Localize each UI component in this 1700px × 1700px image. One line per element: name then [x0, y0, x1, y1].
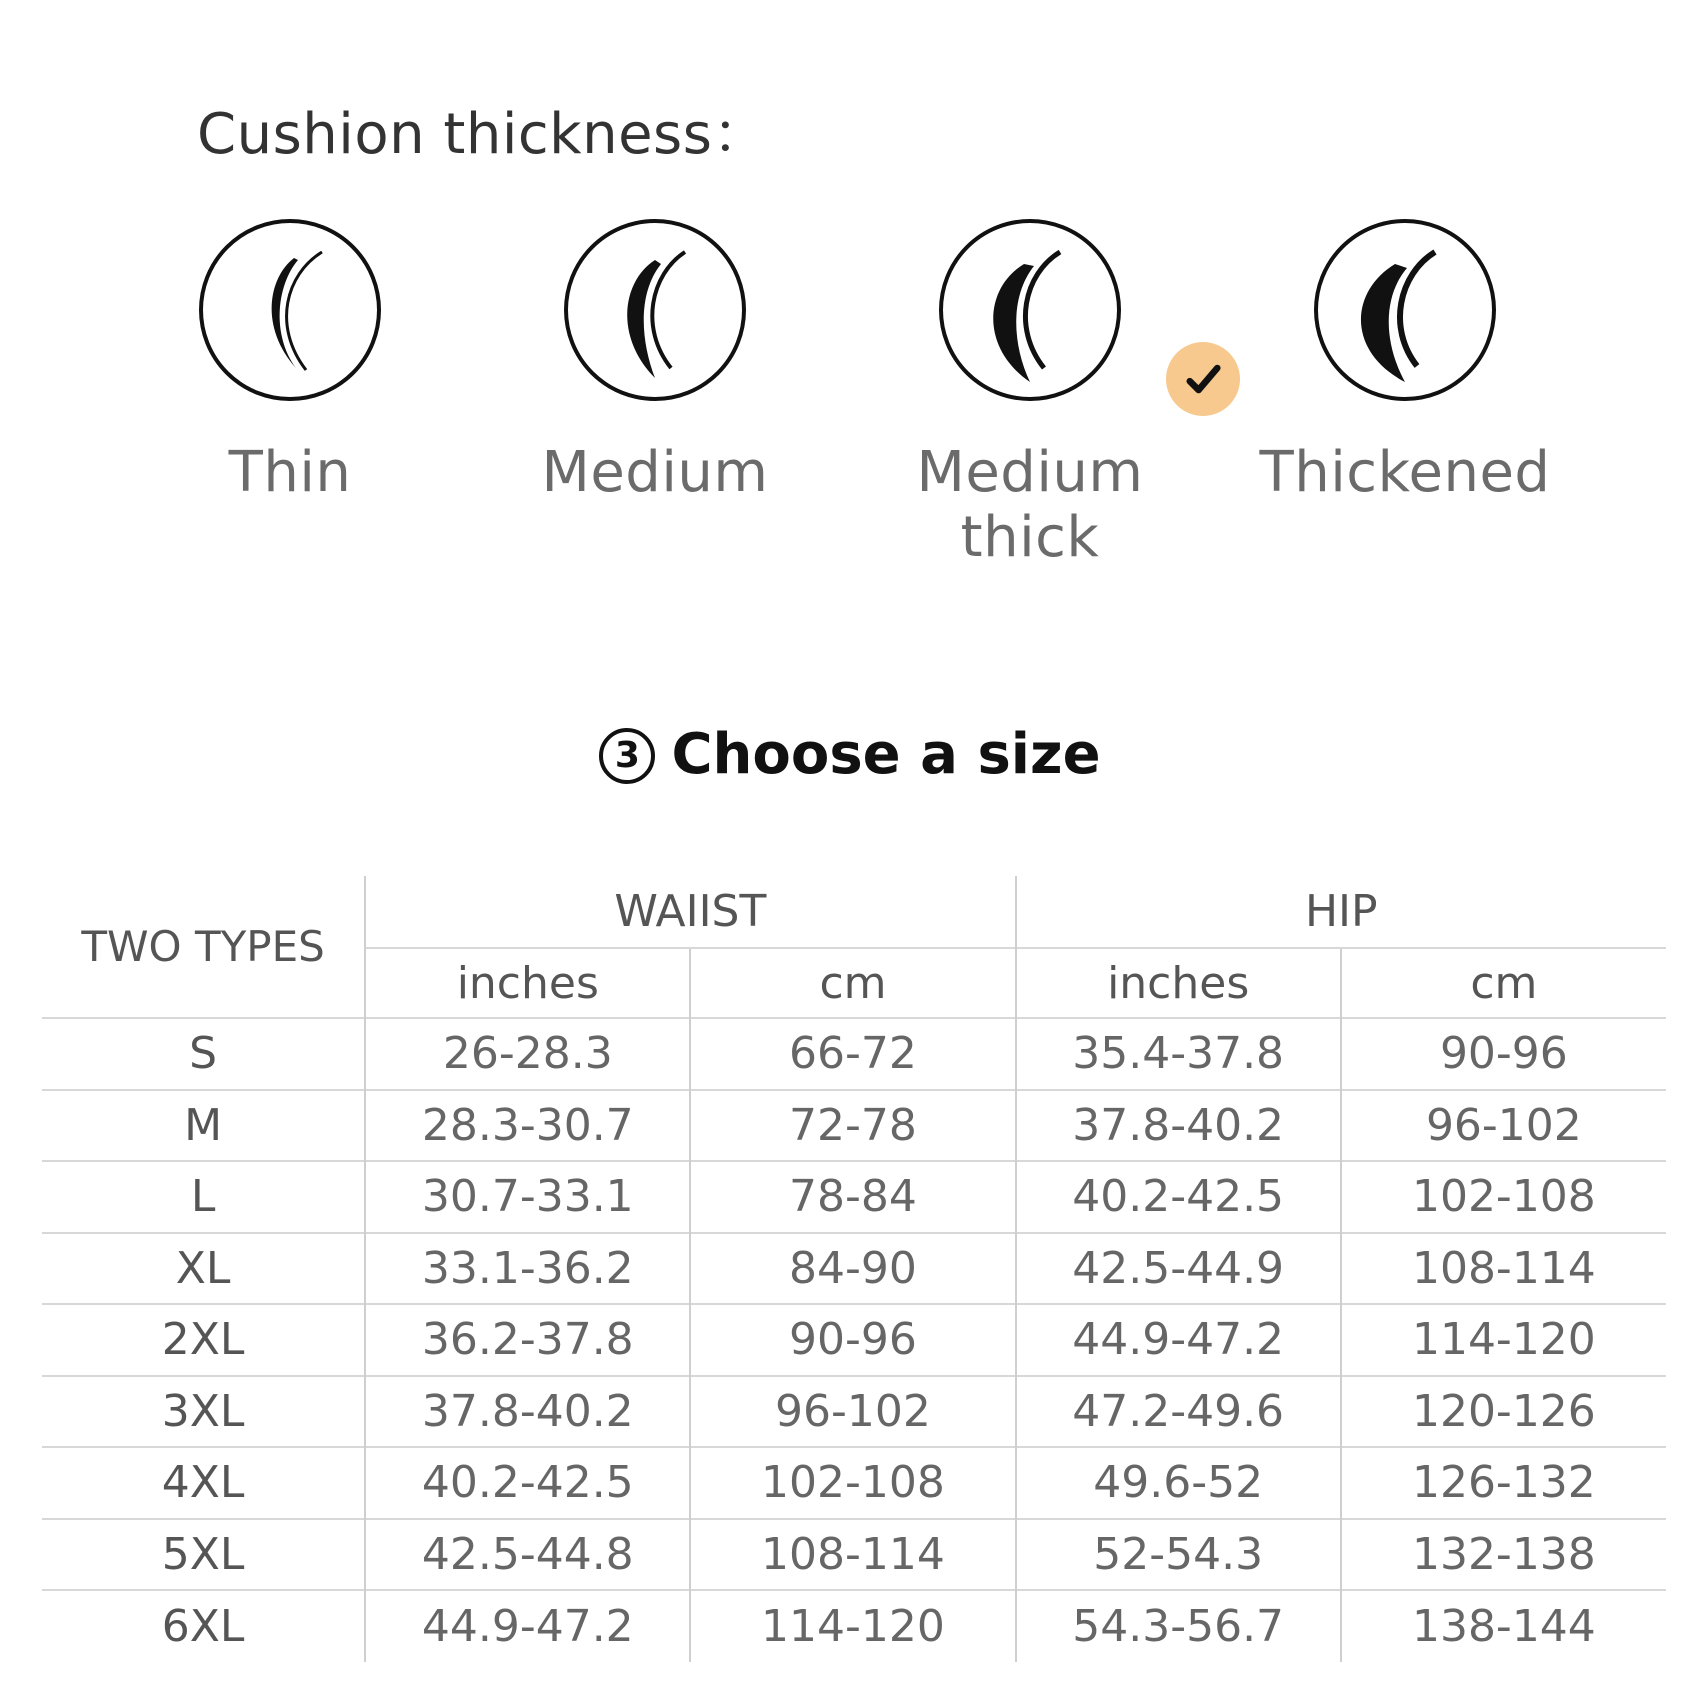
table-row — [42, 1376, 1666, 1448]
table-row — [42, 1590, 1666, 1662]
size-cell: 4XL — [42, 1447, 365, 1519]
waist-cm-header: cm — [690, 948, 1015, 1018]
table-row — [42, 1519, 1666, 1591]
waist-inches-cell: 28.3-30.7 — [365, 1090, 690, 1162]
table-row — [42, 1090, 1666, 1162]
size-cell: XL — [42, 1233, 365, 1305]
option-thickened[interactable] — [1235, 218, 1575, 518]
waist-inches-cell: 36.2-37.8 — [365, 1304, 690, 1376]
waist-inches-cell: 44.9-47.2 — [365, 1590, 690, 1662]
hip-cm-cell: 96-102 — [1341, 1090, 1666, 1162]
hip-cm-cell: 102-108 — [1341, 1161, 1666, 1233]
waist-inches-cell: 40.2-42.5 — [365, 1447, 690, 1519]
waist-inches-header: inches — [365, 948, 690, 1018]
table-row — [42, 1018, 1666, 1090]
hip-cm-cell: 108-114 — [1341, 1233, 1666, 1305]
hip-inches-cell: 47.2-49.6 — [1016, 1376, 1341, 1448]
table-row — [42, 1304, 1666, 1376]
thin-cushion-icon — [198, 218, 382, 402]
choose-size-title: Choose a size — [671, 722, 1101, 787]
option-label: Thin — [228, 440, 352, 505]
hip-cm-cell: 132-138 — [1341, 1519, 1666, 1591]
hip-inches-cell: 44.9-47.2 — [1016, 1304, 1341, 1376]
hip-cm-header: cm — [1341, 948, 1666, 1018]
waist-inches-cell: 37.8-40.2 — [365, 1376, 690, 1448]
waist-inches-cell: 33.1-36.2 — [365, 1233, 690, 1305]
cushion-options — [0, 0, 1700, 570]
step-number-badge: 3 — [599, 728, 655, 784]
hip-inches-cell: 54.3-56.7 — [1016, 1590, 1341, 1662]
waist-cm-cell: 78-84 — [690, 1161, 1015, 1233]
cushion-thickness-title: Cushion thickness： — [197, 102, 769, 167]
waist-cm-cell: 96-102 — [690, 1376, 1015, 1448]
hip-cm-cell: 126-132 — [1341, 1447, 1666, 1519]
waist-header: WAIIST — [365, 876, 1015, 948]
hip-inches-header: inches — [1016, 948, 1341, 1018]
waist-cm-cell: 114-120 — [690, 1590, 1015, 1662]
waist-inches-cell: 26-28.3 — [365, 1018, 690, 1090]
waist-cm-cell: 102-108 — [690, 1447, 1015, 1519]
hip-inches-cell: 40.2-42.5 — [1016, 1161, 1341, 1233]
size-chart-table — [42, 876, 1666, 1662]
option-label: Medium thick — [916, 440, 1144, 570]
size-cell: L — [42, 1161, 365, 1233]
choose-size-heading — [0, 722, 1700, 787]
table-row — [42, 1447, 1666, 1519]
table-row — [42, 1233, 1666, 1305]
waist-cm-cell: 108-114 — [690, 1519, 1015, 1591]
size-cell: 3XL — [42, 1376, 365, 1448]
hip-header: HIP — [1016, 876, 1666, 948]
hip-cm-cell: 120-126 — [1341, 1376, 1666, 1448]
hip-inches-cell: 42.5-44.9 — [1016, 1233, 1341, 1305]
medium-thick-cushion-icon — [938, 218, 1122, 402]
size-cell: M — [42, 1090, 365, 1162]
waist-inches-cell: 42.5-44.8 — [365, 1519, 690, 1591]
hip-inches-cell: 52-54.3 — [1016, 1519, 1341, 1591]
hip-cm-cell: 90-96 — [1341, 1018, 1666, 1090]
waist-cm-cell: 90-96 — [690, 1304, 1015, 1376]
option-thin[interactable] — [120, 218, 460, 518]
size-cell: S — [42, 1018, 365, 1090]
medium-cushion-icon — [563, 218, 747, 402]
size-cell: 2XL — [42, 1304, 365, 1376]
option-medium[interactable] — [485, 218, 825, 518]
thickened-cushion-icon — [1313, 218, 1497, 402]
hip-cm-cell: 138-144 — [1341, 1590, 1666, 1662]
table-row — [42, 1161, 1666, 1233]
hip-inches-cell: 49.6-52 — [1016, 1447, 1341, 1519]
waist-cm-cell: 72-78 — [690, 1090, 1015, 1162]
selected-check-icon — [1166, 342, 1240, 416]
size-cell: 5XL — [42, 1519, 365, 1591]
option-label: Medium — [541, 440, 769, 505]
waist-cm-cell: 84-90 — [690, 1233, 1015, 1305]
waist-cm-cell: 66-72 — [690, 1018, 1015, 1090]
hip-inches-cell: 37.8-40.2 — [1016, 1090, 1341, 1162]
waist-inches-cell: 30.7-33.1 — [365, 1161, 690, 1233]
hip-cm-cell: 114-120 — [1341, 1304, 1666, 1376]
hip-inches-cell: 35.4-37.8 — [1016, 1018, 1341, 1090]
option-medium-thick[interactable] — [860, 218, 1200, 570]
two-types-header: TWO TYPES — [81, 922, 325, 971]
size-cell: 6XL — [42, 1590, 365, 1662]
option-label: Thickened — [1259, 440, 1551, 505]
